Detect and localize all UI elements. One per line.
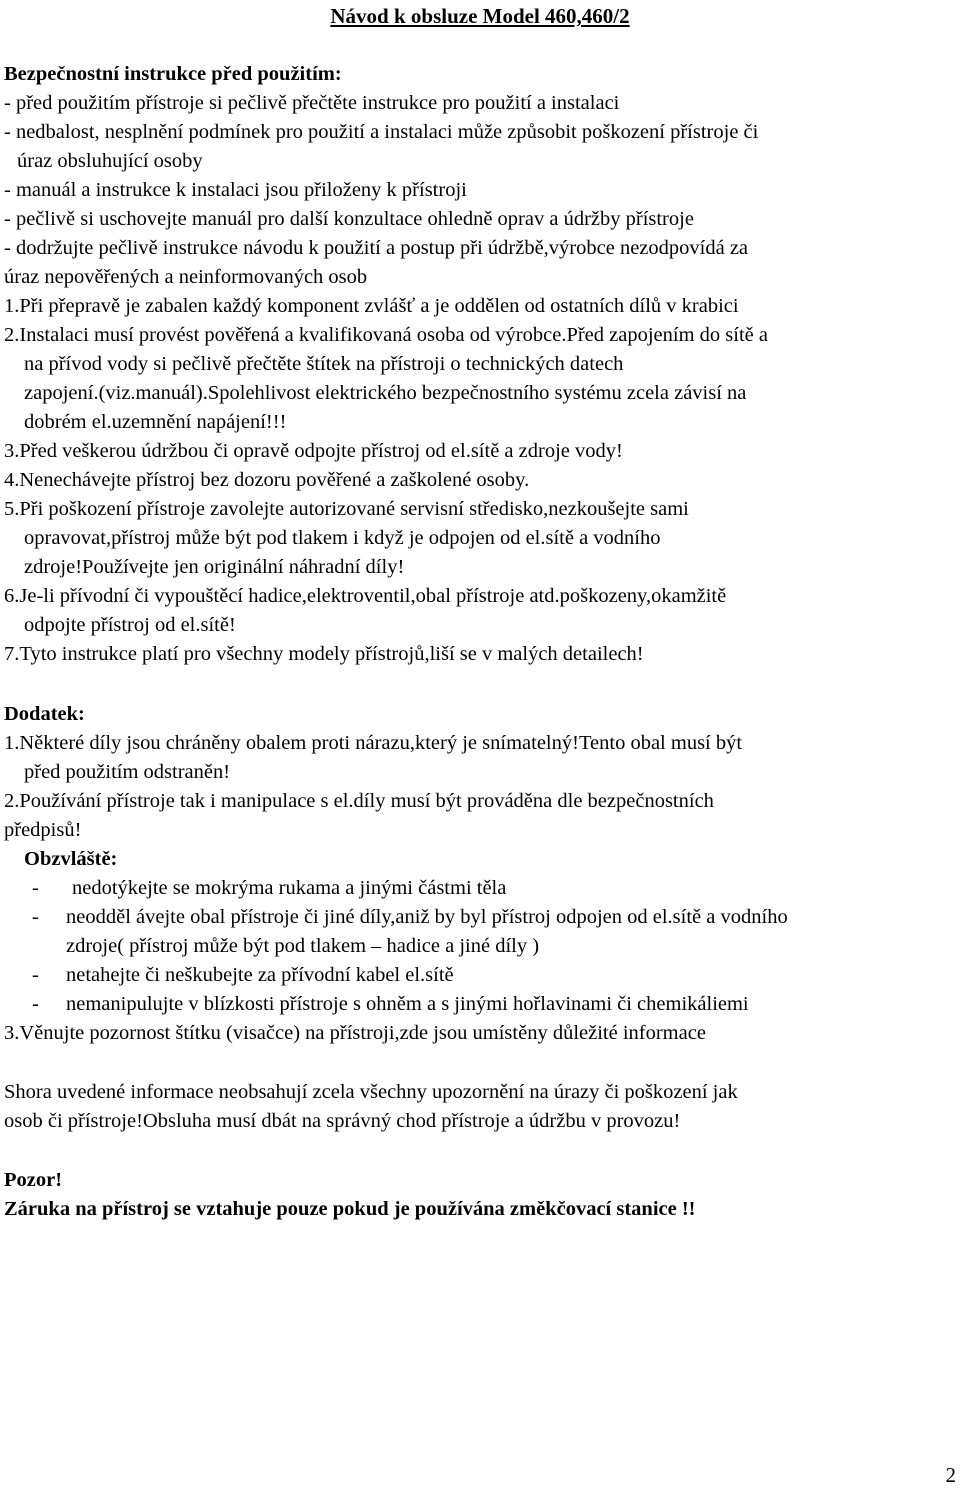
safety-line: - dodržujte pečlivě instrukce návodu k použití a postup při údržbě,výrobce nezodpovídá za (4, 237, 749, 259)
safety-line: - manuál a instrukce k instalaci jsou přiloženy k přístroji (4, 179, 467, 201)
safety-line: úraz obsluhující osoby (17, 150, 203, 172)
disclaimer-line: osob či přístroje!Obsluha musí dbát na správný chod přístroje a údržbu v provozu! (4, 1110, 681, 1132)
addendum-heading: Dodatek: (4, 703, 85, 725)
addendum-subheading: Obzvláště: (24, 848, 118, 870)
numbered-item: 4.Nenechávejte přístroj bez dozoru pověřené a zaškolené osoby. (4, 469, 530, 491)
document-title: Návod k obsluze Model 460,460/2 (330, 4, 630, 28)
dash-item: nedotýkejte se mokrýma rukama a jinými částmi těla (72, 877, 507, 899)
addendum-item: 3.Věnujte pozornost štítku (visačce) na přístroji,zde jsou umístěny důležité informace (4, 1022, 706, 1044)
numbered-item: 6.Je-li přívodní či vypouštěcí hadice,elektroventil,obal přístroje atd.poškozeny,okamžitě (4, 585, 727, 607)
page-number: 2 (945, 1463, 956, 1487)
addendum-item-cont: před použitím odstraněn! (24, 761, 231, 783)
addendum-item: 1.Některé díly jsou chráněny obalem proti nárazu,který je snímatelný!Tento obal musí být (4, 732, 743, 754)
safety-line: úraz nepověřených a neinformovaných osob (4, 266, 368, 288)
dash-bullet: - (32, 877, 39, 899)
numbered-item-cont: zapojení.(viz.manuál).Spolehlivost elektrického bezpečnostního systému zcela závisí na (24, 382, 747, 404)
numbered-item: 1.Při přepravě je zabalen každý komponent zvlášť a je oddělen od ostatních dílů v krabici (4, 295, 739, 317)
numbered-item-cont: dobrém el.uzemnění napájení!!! (24, 411, 287, 433)
dash-bullet: - (32, 993, 39, 1015)
numbered-item-cont: zdroje!Používejte jen originální náhradní díly! (24, 556, 405, 578)
safety-line: - pečlivě si uschovejte manuál pro další konzultace ohledně oprav a údržby přístroje (4, 208, 694, 230)
numbered-item: 2.Instalaci musí provést pověřená a kvalifikovaná osoba od výrobce.Před zapojením do sítě a (4, 324, 768, 346)
addendum-item-cont: předpisů! (4, 819, 82, 841)
safety-heading: Bezpečnostní instrukce před použitím: (4, 63, 342, 85)
numbered-item: 7.Tyto instrukce platí pro všechny modely přístrojů,liší se v malých detailech! (4, 643, 644, 665)
dash-item: nemanipulujte v blízkosti přístroje s ohněm a s jinými hořlavinami či chemikáliemi (66, 993, 749, 1015)
numbered-item-cont: odpojte přístroj od el.sítě! (24, 614, 236, 636)
numbered-item: 5.Při poškození přístroje zavolejte autorizované servisní středisko,nezkoušejte sami (4, 498, 689, 520)
dash-item: neodděl ávejte obal přístroje či jiné díly,aniž by byl přístroj odpojen od el.sítě a vodního (66, 906, 788, 928)
numbered-item: 3.Před veškerou údržbou či opravě odpojte přístroj od el.sítě a zdroje vody! (4, 440, 623, 462)
numbered-item-cont: opravovat,přístroj může být pod tlakem i když je odpojen od el.sítě a vodního (24, 527, 661, 549)
disclaimer-line: Shora uvedené informace neobsahují zcela všechny upozornění na úrazy či poškození jak (4, 1081, 738, 1103)
warning-text: Záruka na přístroj se vztahuje pouze pokud je používána změkčovací stanice !! (4, 1198, 696, 1220)
numbered-item-cont: na přívod vody si pečlivě přečtěte štítek na přístroji o technických datech (24, 353, 624, 375)
safety-line: - před použitím přístroje si pečlivě přečtěte instrukce pro použití a instalaci (4, 92, 620, 114)
dash-bullet: - (32, 964, 39, 986)
warning-heading: Pozor! (4, 1169, 63, 1191)
safety-line: - nedbalost, nesplnění podmínek pro použití a instalaci může způsobit poškození přístroje či (4, 121, 759, 143)
dash-item-cont: zdroje( přístroj může být pod tlakem – hadice a jiné díly ) (66, 935, 540, 957)
addendum-item: 2.Používání přístroje tak i manipulace s el.díly musí být prováděna dle bezpečnostních (4, 790, 714, 812)
dash-item: netahejte či neškubejte za přívodní kabel el.sítě (66, 964, 454, 986)
dash-bullet: - (32, 906, 39, 928)
